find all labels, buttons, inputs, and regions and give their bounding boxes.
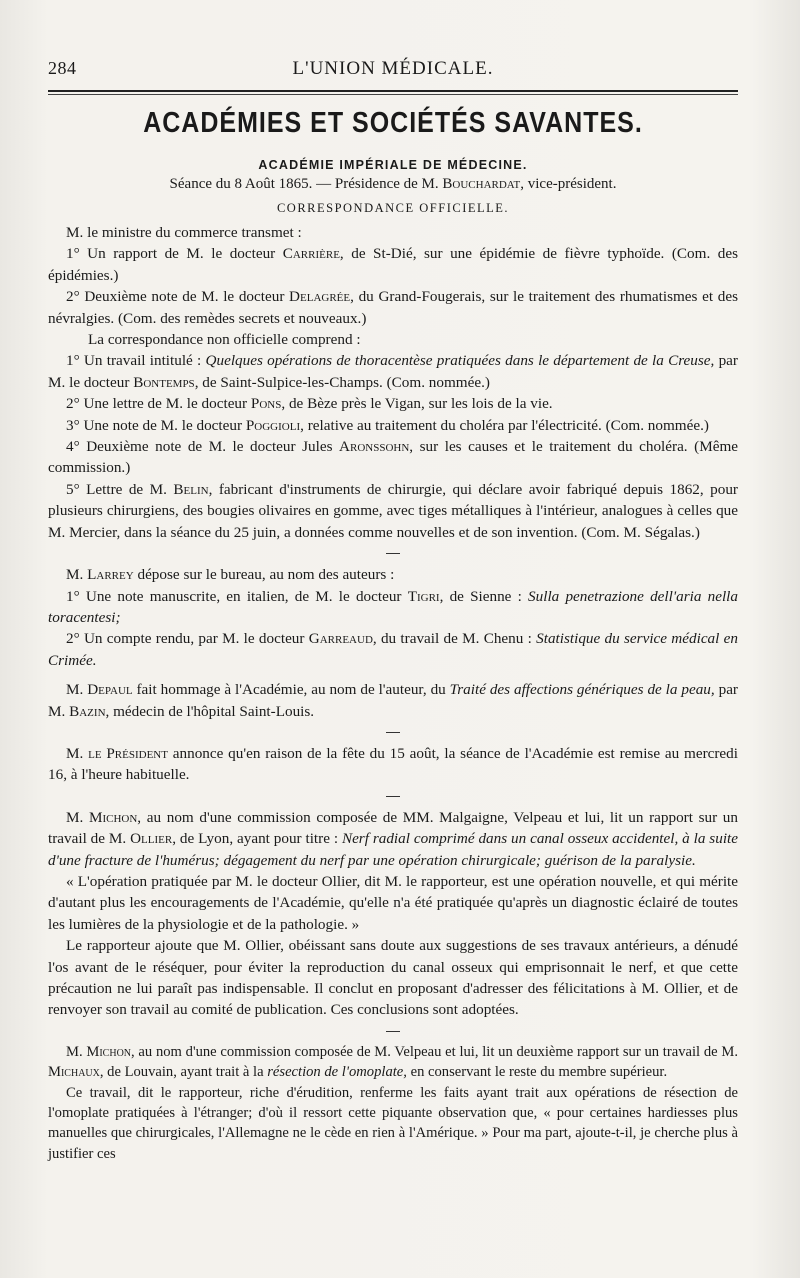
correspondence-heading: CORRESPONDANCE OFFICIELLE. [276, 201, 510, 215]
academy-heading: ACADÉMIE IMPÉRIALE DE MÉDECINE. [258, 158, 528, 172]
session-line: Séance du 8 Août 1865. — Présidence de M. Bouchardat, vice-président. [169, 176, 617, 192]
paragraph: Ce travail, dit le rapporteur, riche d'érudition, renferme les faits ayant trait aux opérations de résection de l'omoplate pratiquées à l'étranger; d'où il ressort cette piquante observation que, « pour certaines hardiesses plus manuelles que chirurgicales, l'Allemagne ne le cède en rien à l'Amérique. » Pour ma part, ajoute-t-il, je cherche plus à justifier ces [48, 1084, 738, 1162]
paragraph: 2° Une lettre de M. le docteur Pons, de Bèze près le Vigan, sur les lois de la vie. [66, 395, 553, 413]
paragraph: 2° Deuxième note de M. le docteur Delagrée, du Grand-Fougerais, sur le traitement des rhumatismes et des névralgies. (Com. des remèdes secrets et nouveaux.) [48, 288, 738, 327]
paragraph: 4° Deuxième note de M. le docteur Jules Aronssohn, sur les causes et le traitement du choléra. (Même commission.) [48, 438, 738, 477]
paragraph: « L'opération pratiquée par M. le docteur Ollier, dit M. le rapporteur, est une opération nouvelle, et qui mérite d'autant plus les encouragements de l'Académie, qu'elle n'a été pratiquée qu'après un diagnostic éclairé de toutes les lumières de la physiologie et de la pathologie. » [48, 872, 738, 933]
article-body [48, 222, 738, 1164]
paragraph: La correspondance non officielle comprend : [88, 331, 361, 349]
paragraph: M. Michon, au nom d'une commission composée de MM. Malgaigne, Velpeau et lui, lit un rapport sur un travail de M. Ollier, de Lyon, ayant pour titre : Nerf radial comprimé dans un canal osseux accidentel, à la suite d'une fracture de l'humérus; dégagement du nerf par une opération chirurgicale; guérison de la paralysie. [48, 808, 738, 869]
paragraph: M. le Président annonce qu'en raison de la fête du 15 août, la séance de l'Académie est remise au mercredi 16, à l'heure habituelle. [48, 744, 738, 784]
separator [48, 786, 738, 807]
paragraph: 1° Un travail intitulé : Quelques opérations de thoracentèse pratiquées dans le département de la Creuse, par M. le docteur Bontemps, de Saint-Sulpice-les-Champs. (Com. nommée.) [48, 352, 738, 391]
final-section [48, 1042, 738, 1164]
journal-title: L'UNION MÉDICALE. [292, 58, 494, 79]
paragraph: M. le ministre du commerce transmet : [66, 224, 302, 241]
page-number: 284 [48, 58, 77, 78]
separator [48, 543, 738, 564]
separator [48, 1021, 738, 1042]
paragraph: 3° Une note de M. le docteur Poggioli, relative au traitement du choléra par l'électricité. (Com. nommée.) [66, 416, 709, 434]
header-rule [48, 90, 738, 92]
paragraph: 5° Lettre de M. Belin, fabricant d'instruments de chirurgie, qui déclare avoir fabriqué depuis 1862, pour plusieurs chirurgiens, des bougies olivaires en gomme, avec tiges métalliques à l'intérieur, analogues à celles que M. Mercier, dans la séance du 25 juin, a données comme nouvelles et de son invention. (Com. M. Ségalas.) [48, 480, 738, 541]
paragraph: M. Depaul fait hommage à l'Académie, au nom de l'auteur, du Traité des affections génériques de la peau, par M. Bazin, médecin de l'hôpital Saint-Louis. [48, 681, 738, 720]
paragraph: 1° Une note manuscrite, en italien, de M. le docteur Tigri, de Sienne : Sulla penetrazione dell'aria nella toracentesi; [48, 587, 738, 626]
section-title: ACADÉMIES ET SOCIÉTÉS SAVANTES. [143, 106, 643, 140]
paragraph: 1° Un rapport de M. le docteur Carrière, de St-Dié, sur une épidémie de fièvre typhoïde. (Com. des épidémies.) [48, 245, 738, 284]
header-rule-thin [48, 94, 738, 95]
separator [48, 722, 738, 743]
paragraph: M. Larrey dépose sur le bureau, au nom des auteurs : [66, 566, 395, 584]
paragraph: Le rapporteur ajoute que M. Ollier, obéissant sans doute aux suggestions de ses travaux antérieurs, a dénudé l'os avant de le réséquer, pour éviter la reproduction du canal osseux qui emprisonnait le nerf, et que cette précaution ne lui paraît pas indispensable. Il conclut en proposant d'adresser des félicitations à M. Ollier, et de renvoyer son travail au comité de publication. Ces conclusions sont adoptées. [48, 937, 738, 1019]
paragraph: M. Michon, au nom d'une commission composée de M. Velpeau et lui, lit un deuxième rapport sur un travail de M. Michaux, de Louvain, ayant trait à la résection de l'omoplate, en conservant le reste du membre supérieur. [48, 1043, 738, 1081]
paragraph: 2° Un compte rendu, par M. le docteur Garreaud, du travail de M. Chenu : Statistique du service médical en Crimée. [48, 630, 738, 669]
running-head [48, 52, 738, 78]
